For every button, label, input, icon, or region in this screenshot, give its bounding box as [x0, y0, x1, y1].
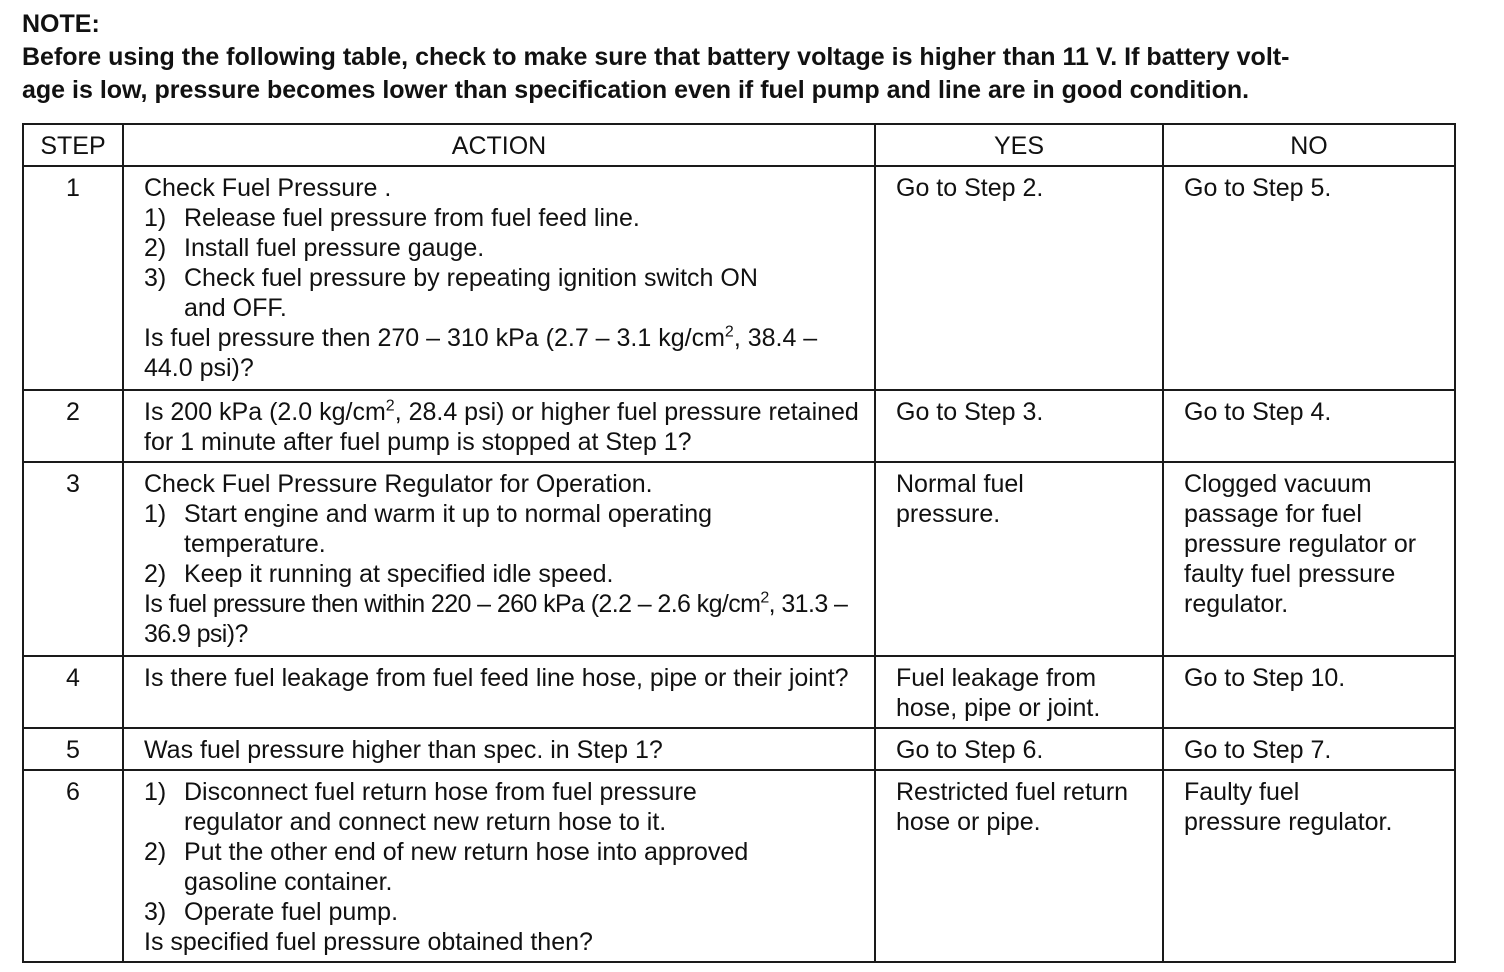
yes-cell: Go to Step 2. [875, 166, 1163, 390]
question-text: Is fuel pressure then 270 – 310 kPa (2.7 – 3.1 kg/cm [144, 324, 725, 352]
yes-cell: Restricted fuel return hose or pipe. [875, 770, 1163, 962]
action-item [144, 777, 864, 837]
action-item [144, 559, 864, 589]
question-text: Is fuel pressure then within 220 – 260 kPa (2.2 – 2.6 kg/cm [144, 590, 761, 618]
action-question: Was fuel pressure higher than spec. in Step 1? [144, 736, 663, 764]
item-number: 3) [144, 264, 167, 292]
item-number: 1) [144, 204, 167, 232]
table-row [23, 462, 1455, 656]
superscript: 2 [385, 397, 395, 415]
item-text: Start engine and warm it up to normal operating temperature. [184, 500, 713, 558]
action-item [144, 233, 864, 263]
yes-cell: Go to Step 3. [875, 390, 1163, 462]
superscript: 2 [724, 323, 734, 341]
note-heading: NOTE: [22, 10, 100, 38]
question-text: , 31.3 – 36.9 psi)? [144, 590, 848, 648]
step-number: 3 [23, 462, 123, 656]
question-text: , 28.4 psi) or higher fuel pressure retained for 1 minute after fuel pump is stopped at Step 1? [144, 398, 859, 456]
action-cell [123, 770, 875, 962]
action-question: Is there fuel leakage from fuel feed line hose, pipe or their joint? [144, 664, 849, 692]
action-item [144, 499, 864, 559]
yes-cell: Normal fuel pressure. [875, 462, 1163, 656]
header-action: ACTION [123, 124, 875, 166]
action-cell [123, 390, 875, 462]
note-text-line-2: age is low, pressure becomes lower than specification even if fuel pump and line are in good condition. [22, 76, 1250, 104]
superscript: 2 [760, 589, 769, 607]
step-number: 1 [23, 166, 123, 390]
table-row [23, 166, 1455, 390]
item-number: 2) [144, 838, 167, 866]
note-text-line-1: Before using the following table, check to make sure that battery voltage is higher than 11 V. If battery volt- [22, 43, 1290, 71]
step-number: 6 [23, 770, 123, 962]
step-number: 2 [23, 390, 123, 462]
action-cell [123, 728, 875, 770]
no-cell: Go to Step 10. [1163, 656, 1455, 728]
item-number: 2) [144, 560, 167, 588]
action-question [144, 589, 864, 649]
no-cell: Go to Step 7. [1163, 728, 1455, 770]
action-title: Check Fuel Pressure . [144, 174, 392, 202]
yes-cell: Fuel leakage from hose, pipe or joint. [875, 656, 1163, 728]
item-text: Release fuel pressure from fuel feed line. [184, 204, 640, 232]
action-item [144, 263, 864, 323]
table-header-row [23, 124, 1455, 166]
action-cell [123, 166, 875, 390]
action-cell [123, 656, 875, 728]
item-text: Disconnect fuel return hose from fuel pressure regulator and connect new return hose to it. [184, 778, 697, 836]
question-text: Is 200 kPa (2.0 kg/cm [144, 398, 386, 426]
action-title: Check Fuel Pressure Regulator for Operation. [144, 470, 653, 498]
no-cell: Clogged vacuum passage for fuel pressure regulator or faulty fuel pressure regulator. [1163, 462, 1455, 656]
yes-cell: Go to Step 6. [875, 728, 1163, 770]
item-text: Operate fuel pump. [184, 898, 399, 926]
item-text: Check fuel pressure by repeating ignition switch ON and OFF. [184, 264, 758, 322]
header-step: STEP [23, 124, 123, 166]
step-number: 5 [23, 728, 123, 770]
table-row [23, 656, 1455, 728]
item-text: Put the other end of new return hose into approved gasoline container. [184, 838, 749, 896]
action-question [144, 397, 864, 457]
action-cell [123, 462, 875, 656]
no-cell: Go to Step 4. [1163, 390, 1455, 462]
action-item [144, 203, 864, 233]
action-question [144, 323, 864, 383]
question-text: , 38.4 – 44.0 psi)? [144, 324, 818, 382]
troubleshooting-table [22, 123, 1456, 963]
note-block [22, 8, 1462, 107]
header-no: NO [1163, 124, 1455, 166]
item-number: 1) [144, 778, 167, 806]
item-number: 3) [144, 898, 167, 926]
table-row [23, 390, 1455, 462]
item-number: 1) [144, 500, 167, 528]
table-row [23, 770, 1455, 962]
table-row [23, 728, 1455, 770]
item-text: Install fuel pressure gauge. [184, 234, 485, 262]
item-text: Keep it running at specified idle speed. [184, 560, 614, 588]
header-yes: YES [875, 124, 1163, 166]
step-number: 4 [23, 656, 123, 728]
no-cell: Go to Step 5. [1163, 166, 1455, 390]
item-number: 2) [144, 234, 167, 262]
no-cell: Faulty fuel pressure regulator. [1163, 770, 1455, 962]
action-item [144, 897, 864, 927]
action-item [144, 837, 864, 897]
action-question: Is specified fuel pressure obtained then? [144, 928, 593, 956]
